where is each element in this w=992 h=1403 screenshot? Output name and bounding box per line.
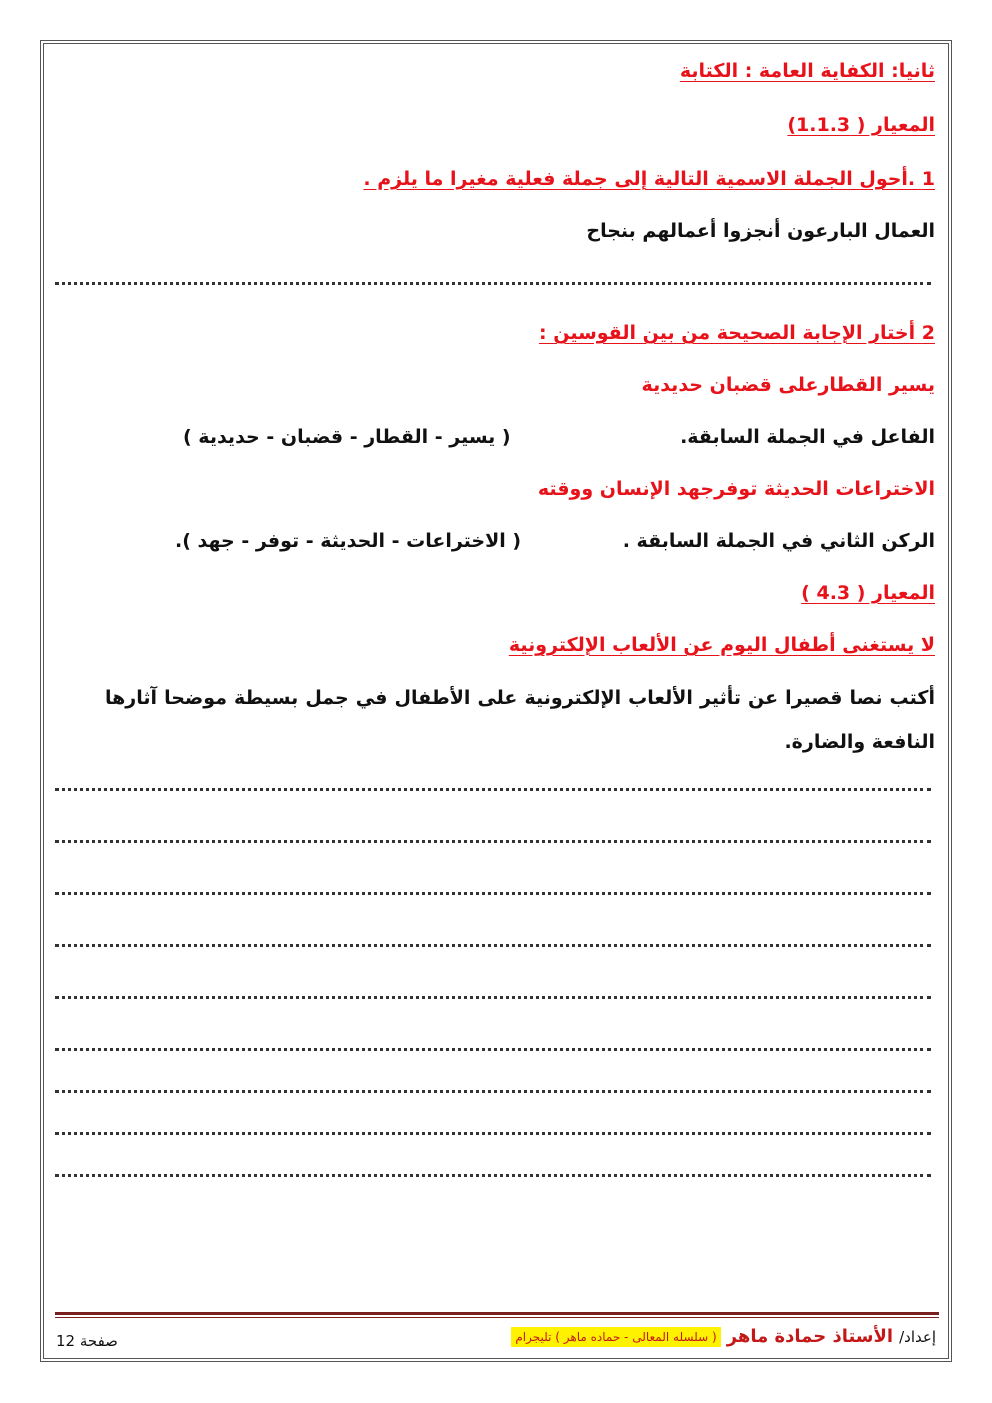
answer-line[interactable]	[55, 890, 931, 895]
answer-line[interactable]	[55, 994, 931, 999]
answer-line[interactable]	[55, 1046, 931, 1051]
topic-title: لا يستغنى أطفال اليوم عن الألعاب الإلكترونية	[508, 634, 935, 656]
answer-line[interactable]	[55, 1088, 931, 1093]
answer-line[interactable]	[55, 1172, 931, 1177]
telegram-channel: ( سلسله المعالى - حماده ماهر ) تليجرام	[511, 1327, 720, 1347]
question-1-sentence: العمال البارعون أنجزوا أعمالهم بنجاح	[586, 220, 935, 242]
question-2b-choices: ( الاختراعات - الحديثة - توفر - جهد ).	[175, 530, 522, 552]
criterion-heading-1: المعيار ( 1.1.3)	[787, 114, 935, 136]
question-1: 1 .أحول الجملة الاسمية التالية إلى جملة فعلية مغيرا ما يلزم .	[363, 168, 935, 190]
question-2a-choices: ( يسير - القطار - قضبان - حديدية )	[183, 426, 511, 448]
question-2a-prompt: الفاعل في الجملة السابقة.	[680, 426, 935, 448]
footer-rule	[55, 1312, 939, 1315]
answer-line[interactable]	[55, 838, 931, 843]
answer-line[interactable]	[55, 1130, 931, 1135]
question-2b-prompt: الركن الثاني في الجملة السابقة .	[622, 530, 935, 552]
answer-line[interactable]	[55, 280, 931, 285]
footer-rule-thin	[55, 1317, 939, 1318]
question-2b-sentence: الاختراعات الحديثة توفرجهد الإنسان ووقته	[537, 478, 935, 500]
question-2: 2 أختار الإجابة الصحيحة من بين القوسين :	[539, 322, 935, 344]
author-name: الأستاذ حمادة ماهر	[726, 1326, 894, 1347]
answer-line[interactable]	[55, 942, 931, 947]
page-number: صفحة 12	[56, 1332, 118, 1350]
prepared-by-label: إعداد/	[899, 1327, 936, 1346]
footer-credit	[511, 1326, 936, 1347]
writing-prompt: أكتب نصا قصيرا عن تأثير الألعاب الإلكترونية على الأطفال في جمل بسيطة موضحا آثارها النافعة والضارة.	[105, 687, 935, 753]
question-2a-sentence: يسير القطارعلى قضبان حديدية	[641, 374, 935, 396]
answer-line[interactable]	[55, 786, 931, 791]
criterion-heading-2: المعيار ( 4.3 )	[801, 582, 935, 604]
section-title: ثانيا: الكفاية العامة : الكتابة	[679, 60, 935, 82]
